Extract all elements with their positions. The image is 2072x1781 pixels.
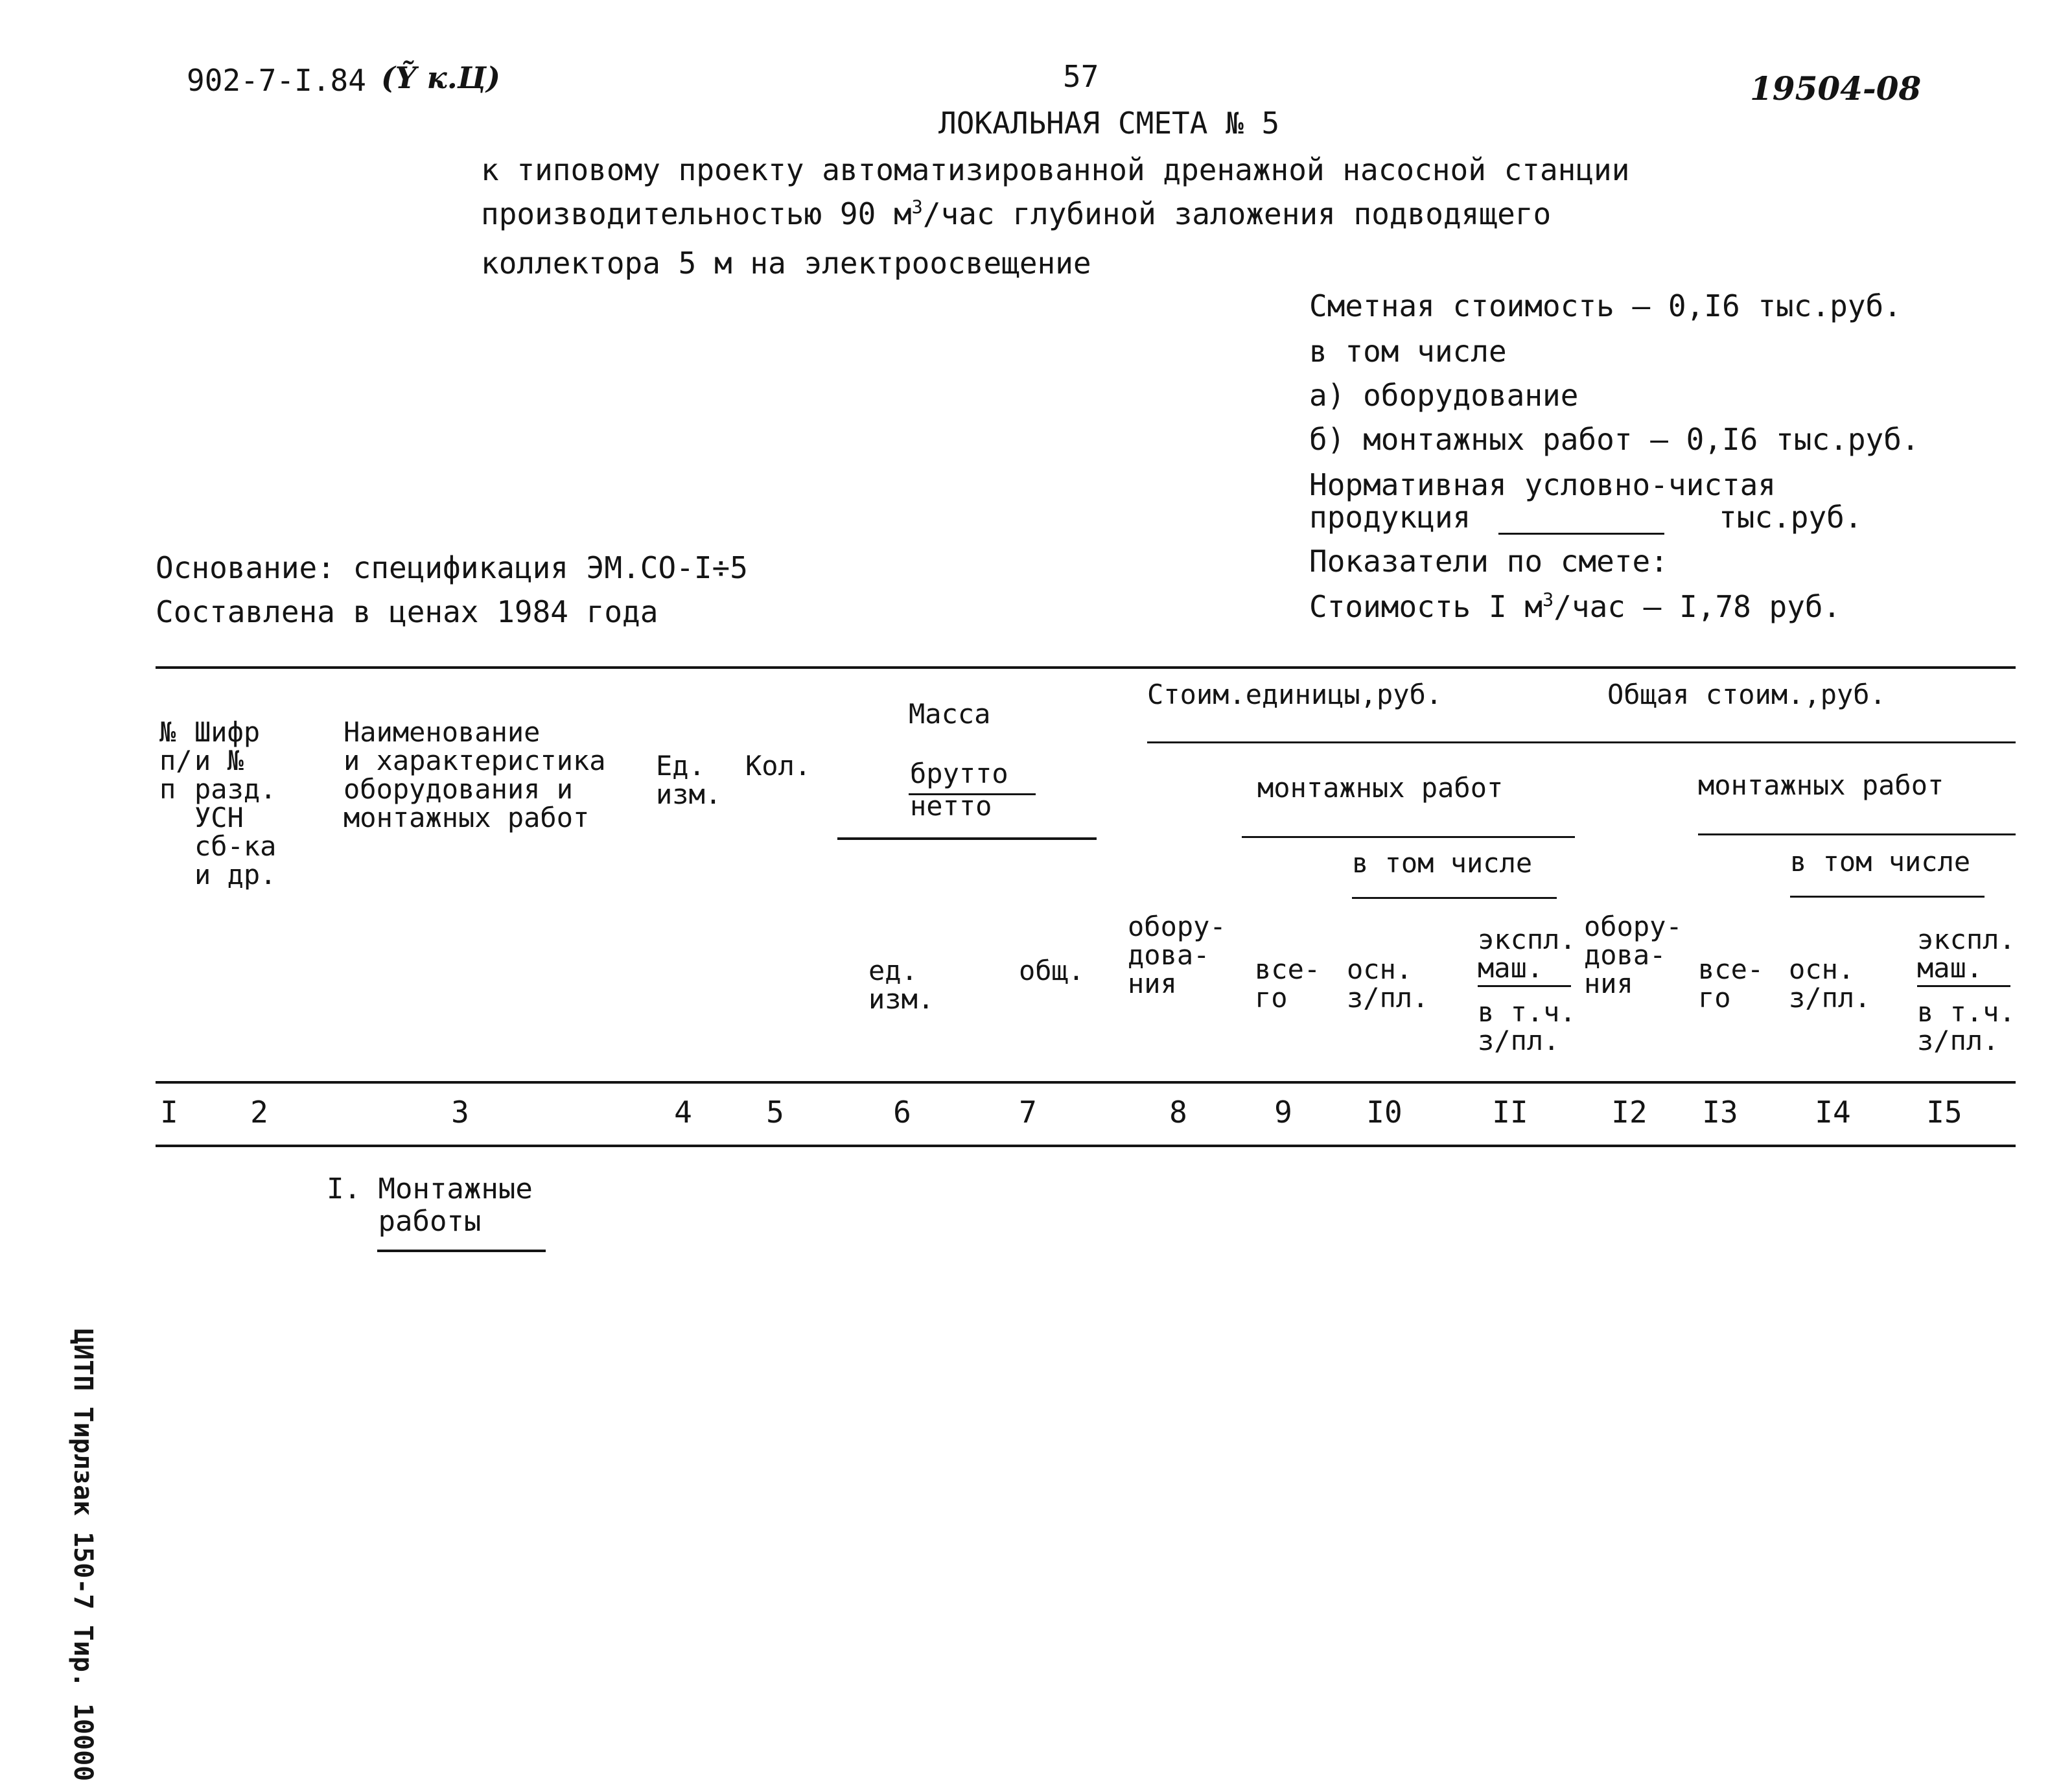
equipment-cost: а) оборудование [1309,378,1579,413]
title-line-2: производительностью 90 $м^3$/час глубиной заложения подводящего [481,196,1552,231]
col-number-5: 5 [766,1095,784,1130]
including-label: в том числе [1309,334,1507,369]
document-title: ЛОКАЛЬНАЯ СМЕТА № 5 [938,106,1280,141]
header-unit-mounting: монтажных работ [1257,772,1504,804]
margin-stamp: ЦИТП Тирлзак 150-7 Тир. 10000 [68,1329,98,1781]
header-unit-cost: Стоим.единицы,руб. [1147,679,1443,710]
normative-line-1: Нормативная условно-чистая [1309,467,1776,502]
column-numbers-rule [156,1145,2016,1147]
unit-mounting-rule [1242,836,1575,838]
header-total-base-wage: осн. з/пл. [1789,953,1871,1014]
header-unit-equipment: обору- дова- ния [1128,911,1226,999]
basis-prices: Составлена в ценах 1984 года [156,594,658,629]
col-number-6: 6 [893,1095,911,1130]
col-number-3: 3 [451,1095,469,1130]
header-unit-machine: экспл. маш. [1478,924,1576,984]
estimated-cost: Сметная стоимость – 0,I6 тыс.руб. [1309,288,1902,323]
col-number-11: II [1492,1095,1528,1130]
header-gross: брутто [910,758,1008,789]
header-total-cost: Общая стоим.,руб. [1607,679,1886,710]
col-number-10: I0 [1366,1095,1403,1130]
cost-header-rule [1147,741,2016,743]
header-bottom-rule [156,1081,2016,1084]
header-unit-all: все- го [1255,953,1321,1014]
total-machine-rule [1917,985,2010,987]
total-including-rule [1790,896,1985,898]
col-number-12: I2 [1611,1095,1647,1130]
title-line-3: коллектора 5 м на электроосвещение [481,246,1091,281]
header-total-machine-wage: в т.ч. з/пл. [1917,996,2016,1056]
header-unit: Ед. изм. [656,750,722,810]
col-number-4: 4 [674,1095,692,1130]
indicators-label: Показатели по смете: [1309,544,1668,579]
col-number-8: 8 [1169,1095,1187,1130]
col-number-7: 7 [1019,1095,1037,1130]
normative-blank-line [1498,533,1664,535]
mass-header-rule [837,837,1097,840]
col-number-14: I4 [1815,1095,1851,1130]
title-line-1: к типовому проекту автоматизированной дренажной насосной станции [481,152,1630,187]
header-quantity: Кол. [745,750,811,782]
section-underline [377,1250,546,1252]
header-unit-base-wage: осн. з/пл. [1347,953,1429,1014]
header-total-mounting: монтажных работ [1698,769,1944,801]
mounting-cost: б) монтажных работ – 0,I6 тыс.руб. [1309,422,1920,457]
col-number-15: I5 [1926,1095,1962,1130]
header-unit-including: в том числе [1352,847,1533,879]
header-mass-total: общ. [1019,955,1085,986]
inventory-number: 19504-08 [1750,69,1922,108]
header-total-including: в том числе [1790,846,1971,878]
section-title: I. Монтажные работы [327,1172,533,1238]
table-top-rule [156,666,2016,669]
header-name: Наименование и характеристика оборудования и монтажных работ [343,716,606,833]
col-number-1: I [160,1095,178,1130]
unit-machine-rule [1478,985,1571,987]
header-total-all: все- го [1698,953,1764,1014]
normative-unit: тыс.руб. [1719,500,1863,535]
col-number-9: 9 [1274,1095,1292,1130]
header-code: Шифр и № разд. УСН сб-ка и др. [194,716,277,890]
unit-including-rule [1352,897,1557,899]
header-row-number: № п/ п [159,716,192,805]
col-number-2: 2 [250,1095,268,1130]
header-total-equipment: обору- дова- ния [1584,911,1682,999]
header-unit-machine-wage: в т.ч. з/пл. [1478,996,1576,1056]
project-code: 902-7-I.84 [187,63,366,98]
basis-specification: Основание: спецификация ЭМ.СО-I÷5 [156,550,748,585]
unit-cost-indicator: Стоимость I $м^3$/час – I,78 руб. [1309,589,1841,624]
col-number-13: I3 [1702,1095,1738,1130]
page-number: 57 [1063,59,1099,94]
header-total-machine: экспл. маш. [1917,924,2016,984]
total-mounting-rule [1698,833,2016,835]
header-net: нетто [910,790,992,822]
handwritten-note: (Ỹ к.Ц) [381,60,500,95]
header-mass-unit: ед. изм. [868,955,935,1015]
normative-line-2: продукция [1309,500,1471,535]
header-mass: Масса [909,698,991,730]
